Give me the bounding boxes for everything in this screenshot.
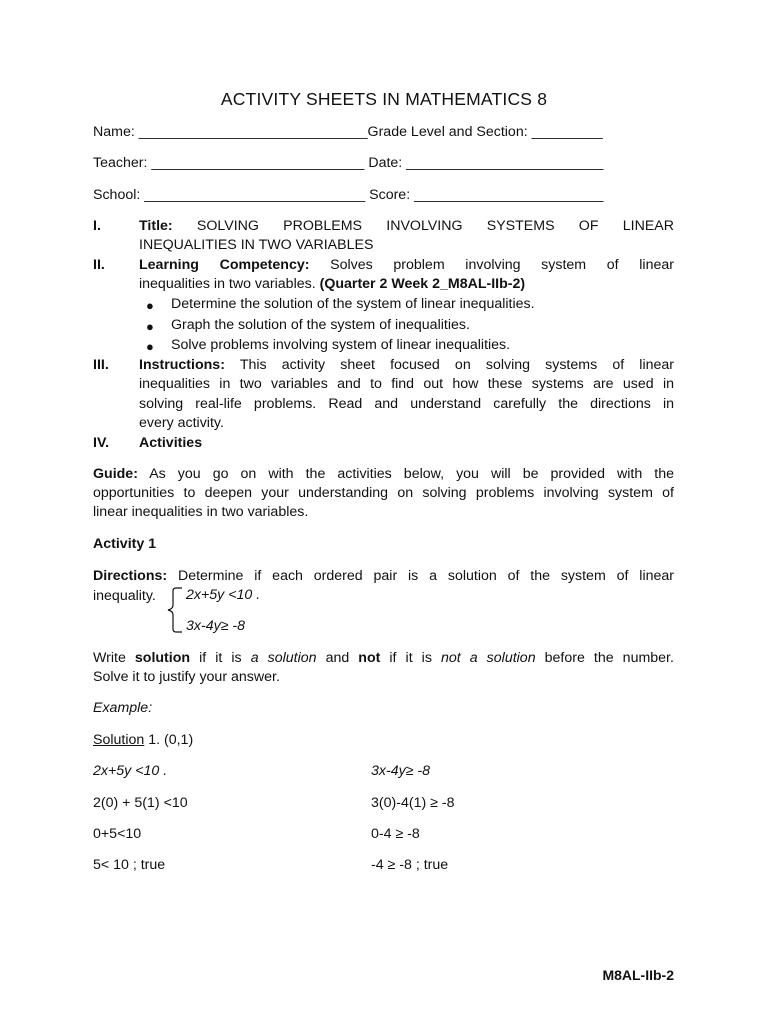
- section-title-text-2: INEQUALITIES IN TWO VARIABLES: [139, 237, 374, 253]
- directions-text-1: Determine if each ordered pair is a solution of the system of linear: [177, 568, 674, 584]
- write-not-a-solution-phrase: not a solution: [440, 650, 536, 666]
- competency-bullet-3: Solve problems involving system of linear inequalities.: [171, 337, 511, 353]
- competency-line-2: [139, 275, 525, 295]
- work-left-line-1: 2x+5y <10 .: [93, 763, 168, 779]
- competency-bullet-2: Graph the solution of the system of inequalities.: [171, 317, 470, 333]
- name-field-line: Name: _____________________________Grade Level and Section: _________: [93, 124, 603, 140]
- page-title: ACTIVITY SHEETS IN MATHEMATICS 8: [220, 89, 548, 109]
- bullet-icon: ●: [146, 319, 154, 334]
- section-numeral-ii: II.: [93, 257, 105, 273]
- write-text-2: if it is: [199, 650, 242, 666]
- example-label: Example:: [93, 700, 153, 716]
- guide-label: Guide:: [93, 466, 138, 482]
- footer-code: M8AL-IIb-2: [602, 967, 674, 983]
- school-field-line: School: ____________________________ Score: ________________________: [93, 187, 604, 203]
- guide-line-1: [93, 465, 674, 485]
- work-right-line-1: 3x-4y≥ -8: [371, 763, 431, 779]
- instructions-line-1: [139, 356, 674, 376]
- write-text-5: before the number.: [544, 650, 674, 666]
- solution-line: [93, 731, 193, 751]
- directions-line-1: [93, 567, 674, 587]
- directions-text-2: inequality.: [93, 588, 156, 604]
- competency-code: (Quarter 2 Week 2_M8AL-IIb-2): [319, 276, 526, 292]
- write-instruction-line-2: Solve it to justify your answer.: [93, 669, 280, 685]
- system-inequality-1: 2x+5y <10 .: [186, 587, 261, 603]
- bullet-icon: ●: [146, 339, 154, 354]
- write-not-word: not: [358, 650, 381, 666]
- work-right-line-2: 3(0)-4(1) ≥ -8: [371, 795, 455, 811]
- work-left-line-2: 2(0) + 5(1) <10: [93, 795, 188, 811]
- solution-label: Solution: [93, 732, 145, 748]
- section-numeral-iv: IV.: [93, 435, 110, 451]
- activities-heading: Activities: [139, 435, 203, 451]
- guide-text-3: linear inequalities in two variables.: [93, 504, 309, 520]
- bullet-icon: ●: [146, 298, 154, 313]
- competency-text-1: Solves problem involving system of linear: [330, 257, 674, 273]
- instructions-text-4: every activity.: [139, 415, 224, 431]
- system-inequality-2: 3x-4y≥ -8: [186, 618, 246, 634]
- section-title-label: Title:: [139, 218, 173, 234]
- section-numeral-iii: III.: [93, 357, 109, 373]
- section-title-text-1: SOLVING PROBLEMS INVOLVING SYSTEMS OF LINEAR: [196, 218, 674, 234]
- activity-1-heading: Activity 1: [93, 536, 157, 552]
- instructions-label: Instructions:: [139, 357, 225, 373]
- work-left-line-4: 5< 10 ; true: [93, 857, 166, 873]
- work-left-line-3: 0+5<10: [93, 826, 142, 842]
- section-title-line-1: [139, 217, 674, 237]
- solution-item: 1. (0,1): [144, 732, 194, 748]
- write-instruction-line-1: [93, 649, 674, 669]
- teacher-field-line: Teacher: ___________________________ Date: _________________________: [93, 155, 604, 171]
- write-a-solution-phrase: a solution: [250, 650, 317, 666]
- work-right-line-3: 0-4 ≥ -8: [371, 826, 420, 842]
- instructions-text-3: solving real-life problems. Read and understand carefully the directions in: [139, 396, 674, 412]
- system-brace-icon: [162, 586, 186, 634]
- write-text-1: Write: [93, 650, 126, 666]
- instructions-text-1: This activity sheet focused on solving systems of linear: [239, 357, 674, 373]
- competency-text-2: inequalities in two variables.: [139, 276, 316, 292]
- write-solution-word: solution: [134, 650, 191, 666]
- competency-line-1: [139, 256, 674, 276]
- guide-text-2: opportunities to deepen your understanding on solving problems involving system of: [93, 485, 674, 501]
- competency-label: Learning Competency:: [139, 257, 310, 273]
- instructions-text-2: inequalities in two variables and to find out how these systems are used in: [139, 376, 674, 392]
- competency-bullet-1: Determine the solution of the system of linear inequalities.: [171, 296, 535, 312]
- write-text-4: if it is: [389, 650, 432, 666]
- directions-label: Directions:: [93, 568, 168, 584]
- guide-text-1: As you go on with the activities below, you will be provided with the: [149, 466, 674, 482]
- write-text-3: and: [325, 650, 350, 666]
- work-right-line-4: -4 ≥ -8 ; true: [371, 857, 449, 873]
- section-numeral-i: I.: [93, 218, 101, 234]
